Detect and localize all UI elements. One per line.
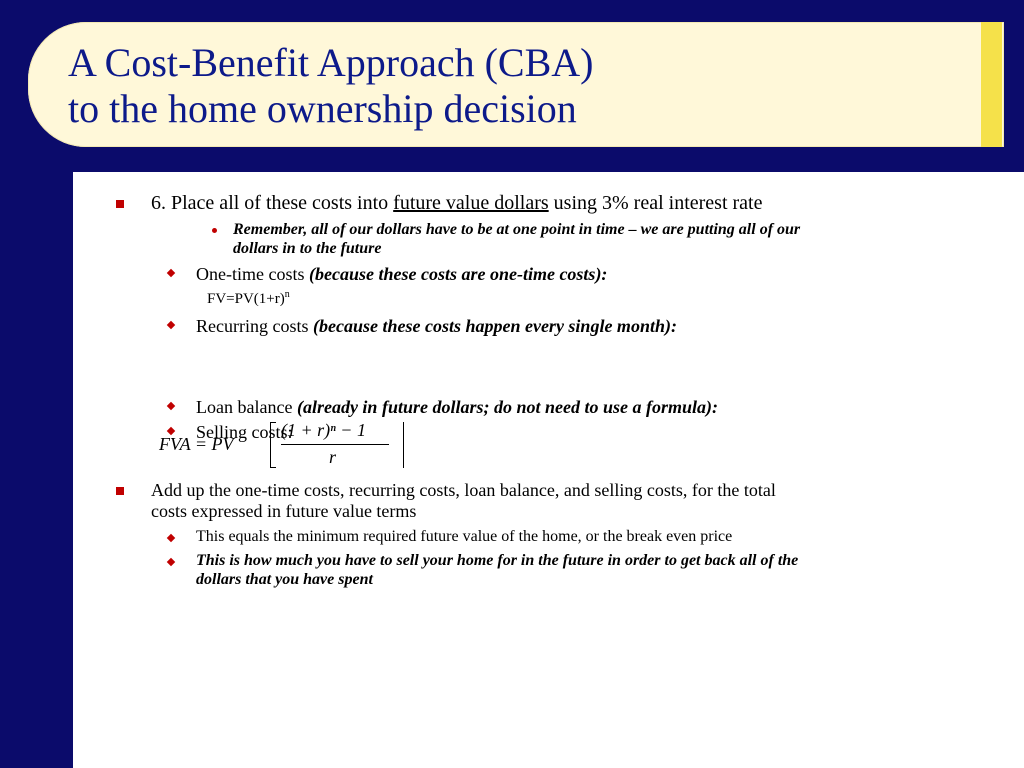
selling-costs: Selling costs: (196, 422, 293, 442)
fv-formula (207, 291, 290, 308)
square-bullet-icon (116, 200, 124, 208)
dot-bullet-icon (212, 228, 217, 233)
remember-line-1: Remember, all of our dollars have to be at one point in time – we are putting all of our (233, 221, 801, 238)
fva-fraction-bar (281, 444, 389, 445)
step-6-text (151, 192, 762, 215)
fva-numerator: (1 + r)ⁿ − 1 (281, 420, 366, 440)
step-6-underlined: future value dollars (393, 192, 549, 214)
title-line-1: A Cost-Benefit Approach (CBA) (68, 40, 594, 85)
recurring-label: Recurring costs (196, 316, 313, 336)
slide-title (68, 40, 594, 132)
square-bullet-icon (116, 487, 124, 495)
fv-formula-exponent: n (284, 289, 290, 300)
slide-content (73, 172, 1024, 768)
loan-label: Loan balance (196, 397, 297, 417)
title-line-2: to the home ownership decision (68, 86, 577, 131)
recurring-costs (196, 316, 677, 337)
recurring-note: (because these costs happen every single month): (312, 316, 677, 336)
one-time-costs (196, 264, 607, 285)
loan-balance (196, 397, 718, 418)
diamond-bullet-icon (167, 321, 175, 329)
title-box (28, 22, 1004, 147)
one-time-label: One-time costs (196, 264, 309, 284)
add-up-line-1: Add up the one-time costs, recurring costs, loan balance, and selling costs, for the total (151, 480, 776, 500)
remember-line-2: dollars in to the future (233, 240, 382, 257)
add-up-line-2: costs expressed in future value terms (151, 501, 417, 521)
one-time-note: (because these costs are one-time costs): (308, 264, 608, 284)
diamond-bullet-icon (167, 402, 175, 410)
step-6-prefix: 6. Place all of these costs into (151, 192, 394, 214)
title-stripe (981, 22, 1002, 147)
step-6-suffix: using 3% real interest rate (548, 192, 763, 214)
loan-note: (already in future dollars; do not need to use a formula): (296, 397, 718, 417)
break-even-text: This equals the minimum required future value of the home, or the break even price (196, 528, 733, 545)
diamond-bullet-icon (167, 269, 175, 277)
fva-lhs: FVA = PV (159, 434, 234, 454)
fv-formula-base: FV=PV(1+r) (207, 291, 285, 307)
sell-for-line-1: This is how much you have to sell your home for in the future in order to get back all of the (196, 552, 799, 569)
diamond-bullet-icon (167, 558, 175, 566)
sell-for-line-2: dollars that you have spent (196, 571, 373, 588)
diamond-bullet-icon (167, 534, 175, 542)
fva-denominator: r (329, 447, 337, 467)
fva-formula (159, 420, 419, 476)
